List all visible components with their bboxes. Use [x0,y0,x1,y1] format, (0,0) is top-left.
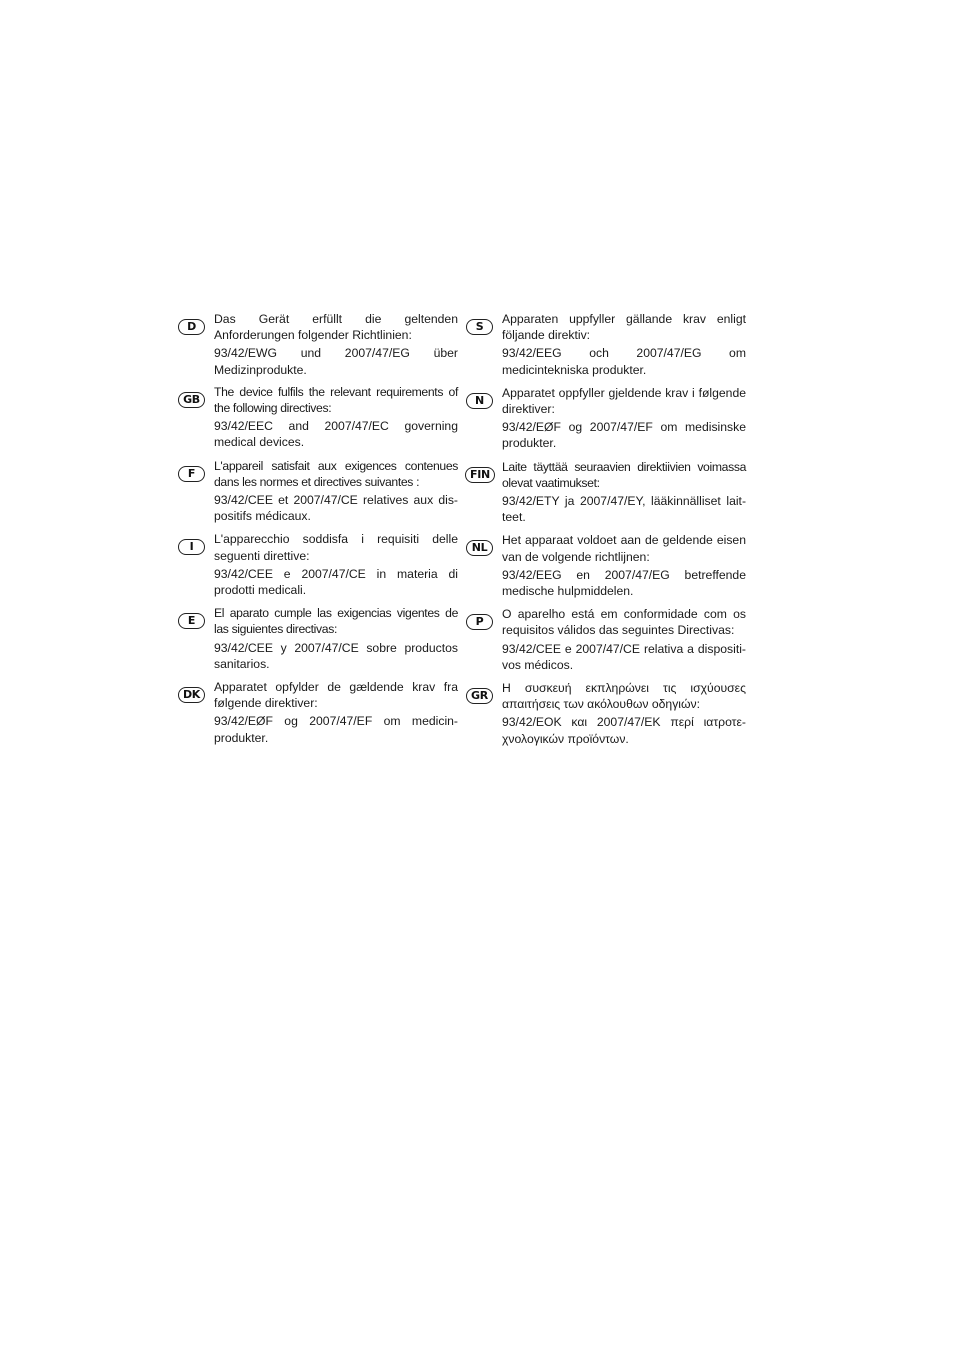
entry-nl [466,532,746,599]
entry-e [178,605,458,672]
entry-s [466,311,746,378]
requirement-text-gb: The device fulfils the relevant requirements of the following directives: [214,384,458,416]
requirement-text-p: O aparelho está em conformidade com os requisitos válidos das seguintes Directivas: [502,607,746,638]
language-badge-p: P [466,614,493,630]
language-badge-s: S [466,319,493,335]
directive-text-nl: 93/42/EEG en 2007/47/EG betreffende medische hulpmiddelen. [502,567,746,599]
requirement-text-n: Apparatet oppfyller gjeldende krav i følgende direktiver: [502,385,746,417]
entry-gb [178,384,458,451]
directive-text-gr: 93/42/ΕΟΚ και 2007/47/ΕΚ περί ιατροτε-χνολογικών προϊόντων. [502,715,746,746]
requirement-text-e: El aparato cumple las exigencias vigentes de las siguientes directivas: [214,606,458,637]
language-badge-n: N [466,393,493,409]
entry-f [178,458,458,525]
entry-d [178,311,458,378]
requirement-text-gr: Η συσκευή εκπληρώνει τις ισχύουσες απαιτήσεις των ακόλουθων οδηγιών: [502,681,746,712]
requirement-text-d: Das Gerät erfüllt die geltenden Anforderungen folgender Richtlinien: [214,312,458,343]
requirement-text-nl: Het apparaat voldoet aan de geldende eisen van de volgende richtlijnen: [502,533,746,564]
left-column [178,311,458,746]
language-badge-fin: FIN [465,467,495,483]
entry-p [466,606,746,673]
language-badge-dk: DK [178,687,205,703]
language-badge-gr: GR [466,688,493,704]
directive-text-d: 93/42/EWG und 2007/47/EG über Medizinprodukte. [214,346,458,377]
entry-gr [466,680,746,747]
directive-text-fin: 93/42/ETY ja 2007/47/EY, lääkinnälliset lait-teet. [502,494,746,525]
directive-text-gb: 93/42/EEC and 2007/47/EC governing medical devices. [214,419,458,450]
language-badge-gb: GB [178,392,205,408]
right-column [466,311,746,747]
language-badge-d: D [178,319,205,335]
requirement-text-f: L'appareil satisfait aux exigences contenues dans les normes et directives suivantes : [214,458,458,489]
directive-text-e: 93/42/CEE y 2007/47/CE sobre productos sanitarios. [214,640,458,671]
requirement-text-s: Apparaten uppfyller gällande krav enligt följande direktiv: [502,312,746,343]
entry-i [178,531,458,598]
language-badge-f: F [178,466,205,482]
directive-text-f: 93/42/CEE et 2007/47/CE relatives aux dis-positifs médicaux. [214,493,458,524]
entry-dk [178,679,458,746]
language-badge-e: E [178,613,205,629]
directive-text-s: 93/42/EEG och 2007/47/EG om medicintekniska produkter. [502,346,746,377]
entry-fin [466,459,746,526]
requirement-text-i: L'apparecchio soddisfa i requisiti delle seguenti direttive: [214,532,458,563]
language-badge-nl: NL [466,540,493,556]
directive-text-n: 93/42/EØF og 2007/47/EF om medisinske produkter. [502,420,746,451]
requirement-text-fin: Laite täyttää seuraavien direktiivien voimassa olevat vaatimukset: [502,459,746,490]
requirement-text-dk: Apparatet opfylder de gældende krav fra følgende direktiver: [214,680,458,711]
entry-n [466,385,746,452]
language-badge-i: I [178,539,205,555]
directive-text-p: 93/42/CEE e 2007/47/CE relativa a dispositi-vos médicos. [502,641,746,672]
directive-text-i: 93/42/CEE e 2007/47/CE in materia di prodotti medicali. [214,566,458,598]
directive-text-dk: 93/42/EØF og 2007/47/EF om medicin-produkter. [214,714,458,745]
